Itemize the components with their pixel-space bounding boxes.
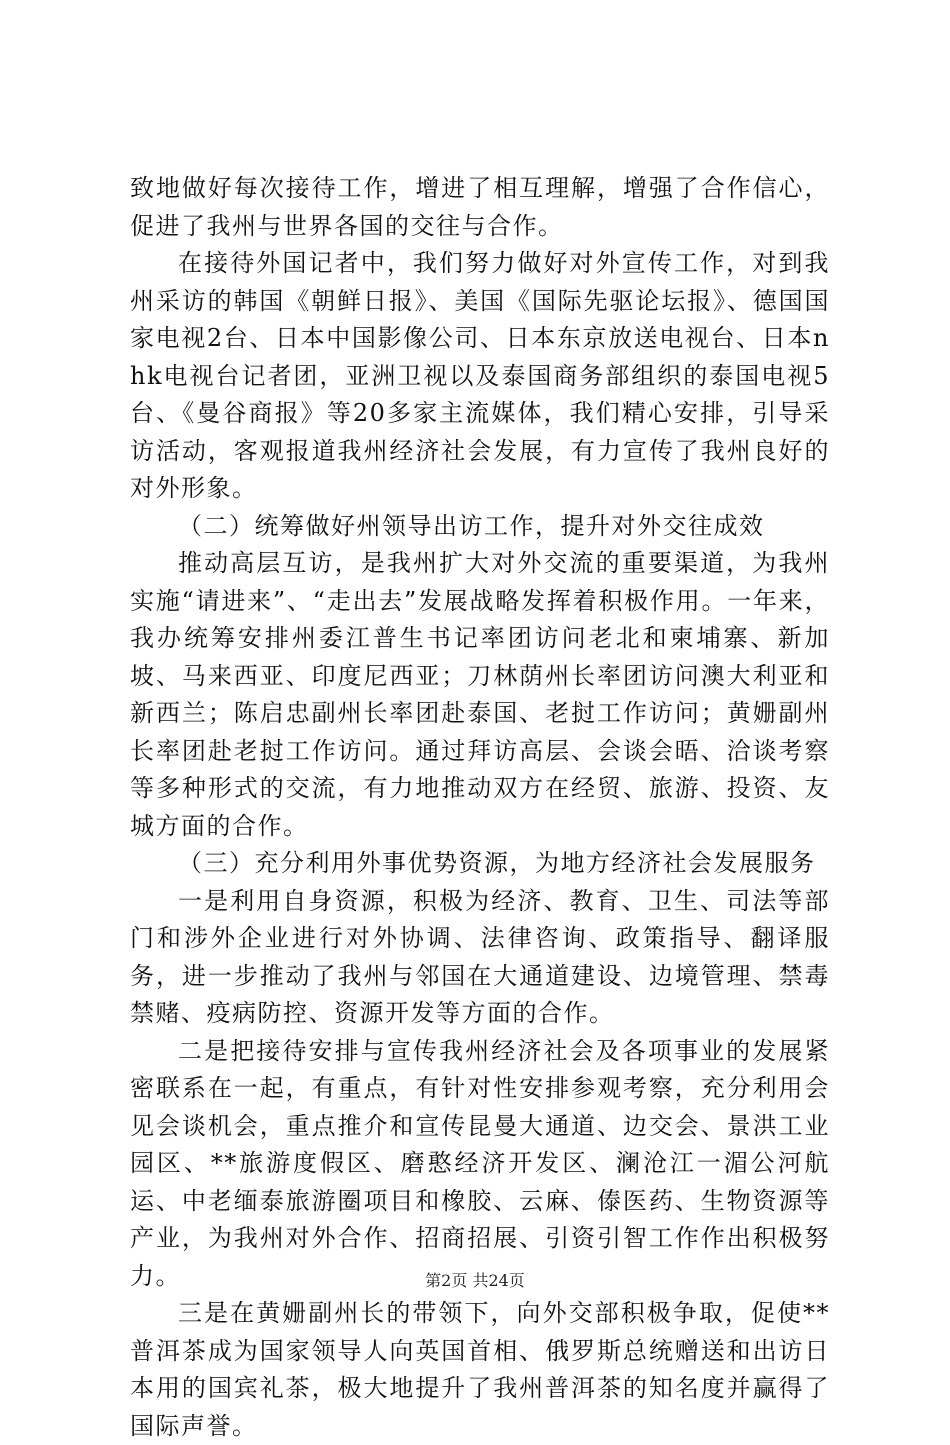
paragraph: 致地做好每次接待工作，增进了相互理解，增强了合作信心，促进了我州与世界各国的交往与合作。 bbox=[130, 174, 830, 240]
paragraph: 二是把接待安排与宣传我州经济社会及各项事业的发展紧密联系在一起，有重点，有针对性安排参观考察，充分利用会见会谈机会，重点推介和宣传昆曼大通道、边交会、景洪工业园区、**旅游度假区、磨憨经济开发区、澜沧江一湄公河航运、中老缅泰旅游圈项目和橡胶、云麻、傣医药、生物资源等产业，为我州对外合作、招商招展、引资引智工作作出积极努力。 bbox=[130, 1036, 830, 1290]
paragraph: 在接待外国记者中，我们努力做好对外宣传工作，对到我州采访的韩国《朝鲜日报》、美国《国际先驱论坛报》、德国国家电视2台、日本中国影像公司、日本东京放送电视台、日本nhk电视台记者团，亚洲卫视以及泰国商务部组织的泰国电视5台、《曼谷商报》等20多家主流媒体，我们精心安排，引导采访活动，客观报道我州经济社会发展，有力宣传了我州良好的对外形象。 bbox=[130, 249, 830, 502]
page-footer: 第2页 共24页 bbox=[425, 1271, 525, 1290]
section-heading: （三）充分利用外事优势资源，为地方经济社会发展服务 bbox=[178, 849, 816, 877]
paragraph: 推动高层互访，是我州扩大对外交流的重要渠道，为我州实施“请进来”、“走出去”发展战略发挥着积极作用。一年来，我办统筹安排州委江普生书记率团访问老北和柬埔寨、新加坡、马来西亚、印度尼西亚；刀林荫州长率团访问澳大利亚和新西兰；陈启忠副州长率团赴泰国、老挝工作访问；黄姗副州长率团赴老挝工作访问。通过拜访高层、会谈会晤、洽谈考察等多种形式的交流，有力地推动双方在经贸、旅游、投资、友城方面的合作。 bbox=[130, 549, 830, 840]
paragraph: 一是利用自身资源，积极为经济、教育、卫生、司法等部门和涉外企业进行对外协调、法律咨询、政策指导、翻译服务，进一步推动了我州与邻国在大通道建设、边境管理、禁毒禁赌、疫病防控、资源开发等方面的合作。 bbox=[130, 886, 830, 1027]
paragraph: 三是在黄姗副州长的带领下，向外交部积极争取，促使**普洱茶成为国家领导人向英国首相、俄罗斯总统赠送和出访日本用的国宾礼茶，极大地提升了我州普洱茶的知名度并赢得了国际声誉。 bbox=[130, 1299, 830, 1440]
body-text bbox=[130, 170, 830, 1445]
section-heading: （二）统筹做好州领导出访工作，提升对外交往成效 bbox=[178, 511, 765, 540]
